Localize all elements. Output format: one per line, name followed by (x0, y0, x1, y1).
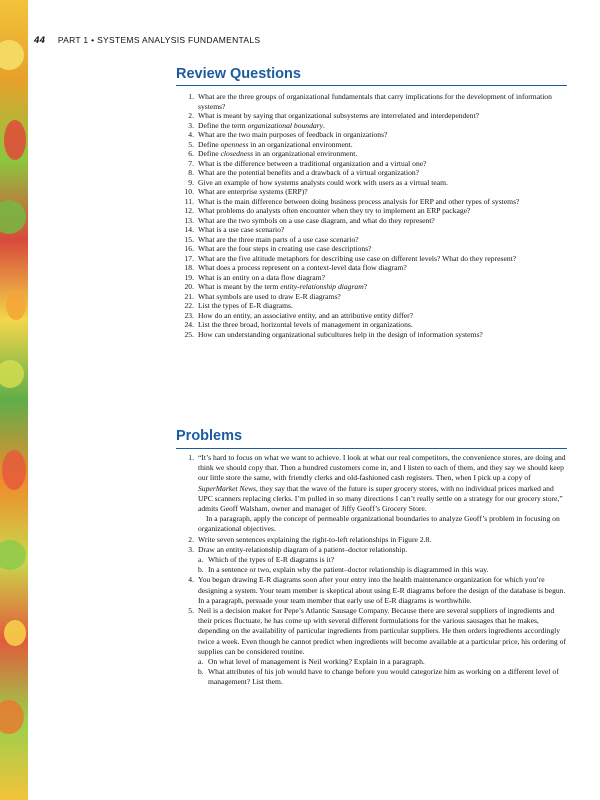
review-question-item: 4. What are the two main purposes of feedback in organizations? (188, 130, 388, 139)
review-question-item: 14. What is a use case scenario? (184, 225, 285, 234)
review-question-item: 13. What are the two symbols on a use case diagram, and what do they represent? (184, 215, 435, 225)
problems-list (176, 453, 568, 688)
review-question-item: 20. What is meant by the term entity-relationship diagram? (184, 282, 368, 291)
problem-subitem: b. What attributes of his job would have to change before you would categorize him as working on a different level of management? List them. (198, 667, 559, 687)
decorative-stripe (0, 0, 28, 800)
review-question-item: 19. What is an entity on a data flow diagram? (184, 272, 325, 282)
problem-item: 2. Write seven sentences explaining the right-to-left relationships in Figure 2.8. (188, 534, 432, 544)
review-question-item: 16. What are the four steps in creating use case descriptions? (184, 244, 372, 253)
review-question-item: 6. Define closedness in an organizational environment. (188, 149, 358, 158)
review-question-item: 24. List the three broad, horizontal levels of management in organizations. (184, 320, 413, 329)
part-title: PART 1 • SYSTEMS ANALYSIS FUNDAMENTALS (57, 35, 261, 45)
review-question-item: 15. What are the three main parts of a use case scenario? (184, 234, 359, 244)
review-question-item: 5. Define openness in an organizational environment. (188, 139, 353, 149)
review-question-item: 18. What does a process represent on a context-level data flow diagram? (184, 263, 407, 272)
problem-subitem: a. Which of the types of E-R diagrams is it? (198, 555, 335, 565)
review-question-item: 9. Give an example of how systems analysts could work with users as a virtual team. (188, 177, 448, 187)
review-question-item: 11. What is the main difference between doing business process analysis for ERP and other types of systems? (184, 196, 520, 206)
running-header (34, 35, 260, 46)
review-question-item: 1. What are the three groups of organizational fundamentals that carry implications for the development of information systems? (188, 92, 552, 111)
review-question-item: 2. What is meant by saying that organizational subsystems are interrelated and interdependent? (188, 111, 479, 120)
review-questions-list (176, 92, 568, 339)
review-question-item: 21. What symbols are used to draw E-R diagrams? (184, 291, 341, 301)
review-question-item: 17. What are the five altitude metaphors for describing use case on different levels? What do they represent? (184, 253, 517, 263)
review-question-item: 12. What problems do analysts often encounter when they try to implement an ERP package? (184, 206, 471, 215)
review-question-item: 25. How can understanding organizational subcultures help in the design of information systems? (184, 329, 483, 339)
review-question-item: 10. What are enterprise systems (ERP)? (184, 187, 308, 196)
problem-item: 4. You began drawing E-R diagrams soon after your entry into the health maintenance organization for which you’re designing a system. Your team member is skeptical about using E-R diagrams before the design of the database is begun. In a paragraph, persuade your team member that early use of E-R diagrams is worthwhile. (188, 575, 566, 605)
problem-subitem: b. In a sentence or two, explain why the patient–doctor relationship is diagrammed in this way. (198, 565, 489, 575)
review-question-item: 23. How do an entity, an associative entity, and an attributive entity differ? (184, 310, 414, 320)
problem-item: 1. “It’s hard to focus on what we want to achieve. I look at what our real competitors, the convenience stores, are doing and think we should copy that. Then a hundred customers come in, and I listen to each of them, and they say we should keep our little store the same, with friendly clerks and old-fashioned cash registers. Then, when I pick up a copy of SuperMarket News, they say that the wave of the future is super grocery stores, with no individual prices marked and UPC scanners replacing clerks. I’m pulled in so many directions I can’t really settle on a strategy for our grocery store,” admits Geoff Walsham, owner and manager of Jiffy Geoff’s Grocery Store. In a paragraph, apply the concept of permeable organizational boundaries to analyze Geoff’s problem in focusing on organizational objectives. (188, 453, 566, 534)
review-question-item: 8. What are the potential benefits and a drawback of a virtual organization? (188, 168, 420, 177)
problem-subitem: a. On what level of management is Neil working? Explain in a paragraph. (198, 657, 425, 667)
review-question-item: 22. List the types of E-R diagrams. (184, 301, 293, 310)
page-number: 44 (34, 35, 46, 46)
review-question-item: 3. Define the term organizational boundary. (188, 120, 325, 130)
review-rule (176, 85, 567, 86)
problems-rule (176, 448, 567, 449)
problem-item: 3. Draw an entity-relationship diagram of a patient–doctor relationship. a. Which of the types of E-R diagrams is it? b. In a sentence or two, explain why the patient–doctor relationship is diagrammed in this way. (176, 545, 568, 576)
problem-item: 5. Neil is a decision maker for Pepe’s Atlantic Sausage Company. Because there are several suppliers of ingredients and their prices fluctuate, he has come up with several different formulations for the various sausages that he makes, depending on the availability of particular ingredients from particular suppliers. He then orders ingredients accordingly twice a week. Even though he cannot predict when ingredients will become available at a particular price, his ordering of supplies can be considered routine. a. On what level of management is Neil working? Explain in a paragraph. b. What attributes of his job would have to change before you would categorize him as working on a different level of management? List them. (176, 606, 568, 688)
problems-title: Problems (176, 428, 243, 444)
review-questions-title: Review Questions (176, 66, 301, 82)
review-question-item: 7. What is the difference between a traditional organization and a virtual one? (188, 158, 427, 168)
